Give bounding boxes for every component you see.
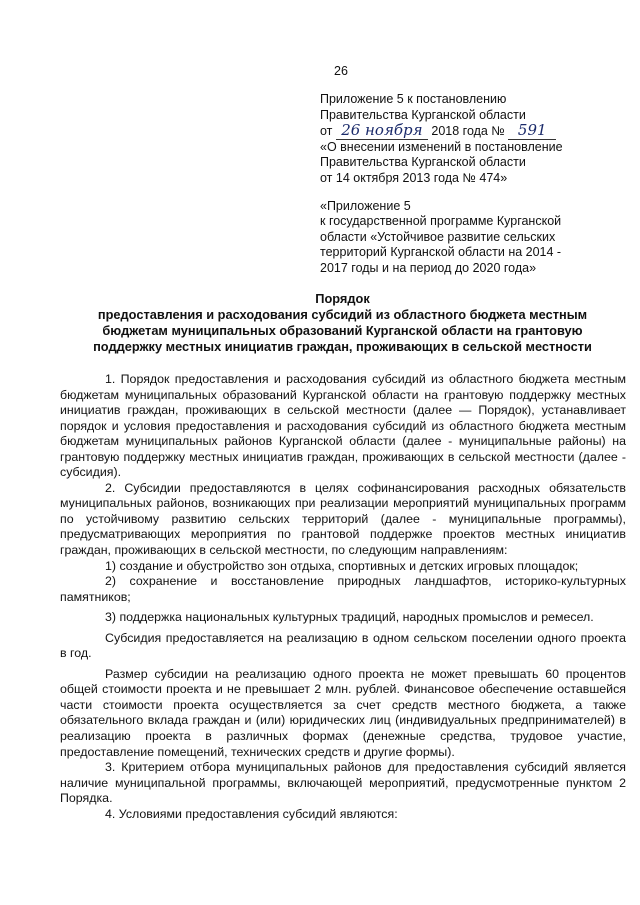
header-line: к государственной программе Курганской: [320, 214, 562, 229]
header-line: «Приложение 5: [320, 198, 411, 213]
list-item: 2) сохранение и восстановление природных ландшафтов, историко-культурных памятников;: [60, 574, 626, 604]
header-line: Правительства Курганской области: [320, 107, 526, 122]
header-line: «О внесении изменений в постановление: [320, 139, 563, 154]
date-prefix: от: [320, 124, 333, 139]
page-number: 26: [334, 64, 348, 78]
title-line: бюджетам муниципальных образований Курганской области на грантовую: [102, 323, 583, 338]
header-line: Правительства Курганской области: [320, 155, 526, 170]
list-item: 1) создание и обустройство зон отдыха, спортивных и детских игровых площадок;: [105, 558, 579, 573]
appendix-header: [320, 92, 620, 277]
header-line: территорий Курганской области на 2014 -: [320, 245, 562, 260]
date-suffix: 2018 года №: [431, 124, 505, 139]
header-line: области «Устойчивое развитие сельских: [320, 229, 556, 244]
handwritten-number: 591: [508, 123, 556, 140]
document-body: [60, 372, 626, 822]
paragraph: 4. Условиями предоставления субсидий являются:: [105, 806, 398, 821]
paragraph: Размер субсидии на реализацию одного проекта не может превышать 60 процентов общей стоимости проекта и не превышает 2 млн. рублей. Финансовое обеспечение оставшейся части стоимости проекта осуществляется за счет средств местного бюджета, а также обязательного вклада граждан и (или) юридических лиц (индивидуальных предпринимателей) в реализацию проекта в различных формах (денежные средства, трудовое участие, предоставление помещений, технических средств и другие формы).: [60, 666, 626, 759]
list-item: 3) поддержка национальных культурных традиций, народных промыслов и ремесел.: [105, 610, 594, 625]
handwritten-date: 26 ноября: [336, 123, 428, 140]
header-line: от 14 октября 2013 года № 474»: [320, 170, 508, 185]
document-title: [60, 291, 625, 355]
paragraph: 3. Критерием отбора муниципальных районов для предоставления субсидий является наличие муниципальной программы, включающей мероприятий, предусмотренные пунктом 2 Порядка.: [60, 760, 626, 806]
title-line: поддержку местных инициатив граждан, проживающих в сельской местности: [93, 339, 592, 354]
paragraph: 1. Порядок предоставления и расходования субсидий из областного бюджета местным бюджетам муниципальных образований Курганской области на грантовую поддержку местных инициатив граждан, проживающих в сельской местности (далее — Порядок), устанавливает порядок и условия предоставления и расходования субсидий из областного бюджета местным бюджетам муниципальных районов Курганской области (далее - муниципальные районы) на грантовую поддержку местных инициатив граждан, проживающих в сельской местности (далее - субсидия).: [60, 372, 626, 480]
title-line: Порядок: [315, 291, 370, 306]
header-line: 2017 годы и на период до 2020 года»: [320, 260, 537, 275]
paragraph: 2. Субсидии предоставляются в целях софинансирования расходных обязательств муниципальных районов, возникающих при реализации мероприятий муниципальных программ по устойчивому развитию сельских территорий (далее - муниципальные программы), предусматривающих мероприятия по грантовой поддержке проектов местных инициатив граждан, проживающих в сельской местности, по следующим направлениям:: [60, 480, 626, 558]
title-line: предоставления и расходования субсидий из областного бюджета местным: [97, 307, 588, 322]
header-line: Приложение 5 к постановлению: [320, 92, 507, 106]
header-date-line: [320, 123, 620, 140]
paragraph: Субсидия предоставляется на реализацию в одном сельском поселении одного проекта в год.: [60, 630, 626, 661]
